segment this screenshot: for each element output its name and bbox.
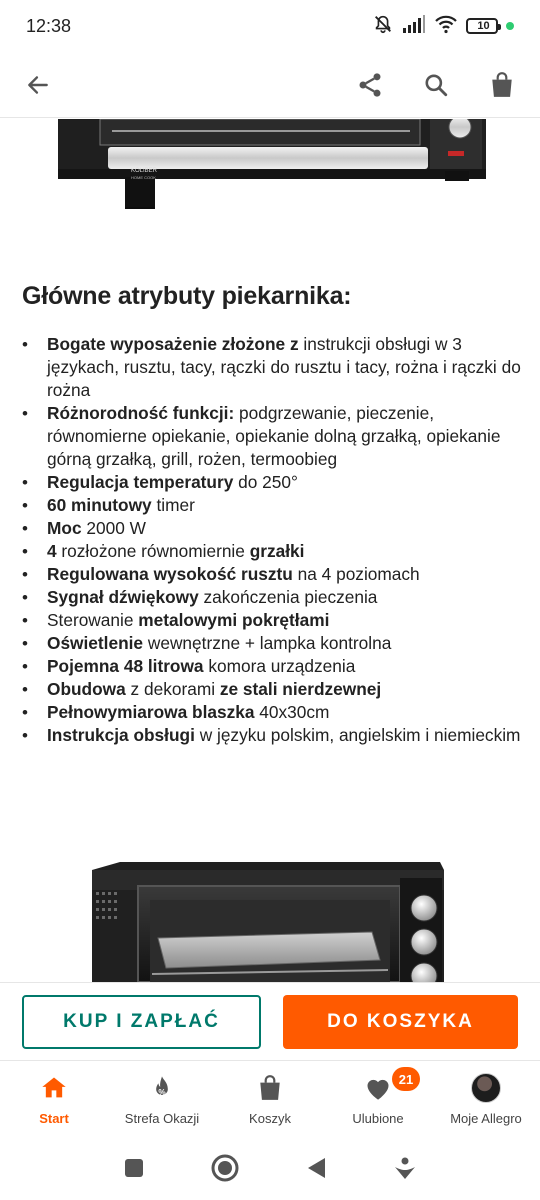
attribute-item xyxy=(22,701,522,724)
brand-label: KOLIBER xyxy=(131,168,158,174)
attribute-text: z dekorami xyxy=(125,679,220,699)
attribute-item xyxy=(22,540,522,563)
back-button[interactable] xyxy=(16,63,60,107)
share-icon xyxy=(356,71,384,99)
attribute-item xyxy=(22,333,522,402)
attribute-highlight: Pojemna 48 litrowa xyxy=(47,656,204,676)
add-to-cart-button[interactable]: DO KOSZYKA xyxy=(283,995,518,1049)
attribute-highlight: Regulowana wysokość rusztu xyxy=(47,564,293,584)
cart-bag-icon xyxy=(257,1074,283,1102)
search-icon xyxy=(423,72,449,98)
app-toolbar xyxy=(0,52,540,118)
system-navigation xyxy=(0,1140,540,1200)
home-icon xyxy=(40,1074,68,1102)
attribute-text: rozłożone równomiernie xyxy=(56,541,250,561)
attribute-item xyxy=(22,471,522,494)
attribute-item xyxy=(22,494,522,517)
recents-icon[interactable] xyxy=(123,1157,145,1184)
attribute-item xyxy=(22,632,522,655)
attribute-highlight: Instrukcja obsługi xyxy=(47,725,195,745)
product-image-bottom xyxy=(0,810,540,982)
battery-percent: 10 xyxy=(477,20,490,32)
attribute-text: 40x30cm xyxy=(254,702,330,722)
attribute-highlight: Moc xyxy=(47,518,82,538)
attribute-text: 2000 W xyxy=(81,518,146,538)
status-time: 12:38 xyxy=(26,15,72,36)
nav-strefa-okazji[interactable] xyxy=(108,1061,216,1140)
attribute-highlight: 60 minutowy xyxy=(47,495,152,515)
brand-sublabel: HOME COOK xyxy=(131,175,156,180)
privacy-indicator xyxy=(506,22,514,30)
attribute-highlight: Oświetlenie xyxy=(47,633,144,653)
nav-moje-allegro[interactable] xyxy=(432,1061,540,1140)
attribute-item xyxy=(22,678,522,701)
attribute-text: timer xyxy=(151,495,195,515)
avatar xyxy=(471,1073,501,1103)
attribute-item xyxy=(22,655,522,678)
cart-button[interactable] xyxy=(480,63,524,107)
attribute-highlight: Sygnał dźwiękowy xyxy=(47,587,199,607)
nav-ulubione[interactable] xyxy=(324,1061,432,1140)
attribute-text: wewnętrzne + lampka kontrolna xyxy=(143,633,392,653)
heart-icon xyxy=(364,1075,392,1101)
nav-label: Ulubione xyxy=(352,1111,404,1126)
deals-icon xyxy=(148,1074,176,1102)
attribute-highlight: Bogate wyposażenie złożone z xyxy=(47,334,299,354)
attribute-item xyxy=(22,586,522,609)
attribute-item xyxy=(22,609,522,632)
signal-icon xyxy=(402,14,426,39)
attribute-highlight: Różnorodność funkcji: xyxy=(47,403,235,423)
bag-icon xyxy=(489,71,515,99)
battery-icon xyxy=(466,18,498,34)
mute-icon xyxy=(372,13,394,40)
attribute-text: instrukcji obsługi w 3 językach, rusztu, tacy, rączki do rusztu i tacy, rożna i rączki do rożna xyxy=(47,334,521,400)
search-button[interactable] xyxy=(414,63,458,107)
attribute-text: do 250° xyxy=(233,472,298,492)
attribute-highlight: 4 xyxy=(47,541,57,561)
nav-label: Strefa Okazji xyxy=(124,1111,200,1126)
bottom-navigation xyxy=(0,1060,540,1140)
nav-label: Start xyxy=(39,1111,69,1126)
attribute-highlight: metalowymi pokrętłami xyxy=(138,610,330,630)
home-circle-icon[interactable] xyxy=(210,1153,240,1188)
share-button[interactable] xyxy=(348,63,392,107)
status-icons xyxy=(372,13,514,40)
attribute-highlight: ze stali nierdzewnej xyxy=(219,679,382,699)
attributes-list xyxy=(22,333,522,747)
attribute-highlight: Regulacja temperatury xyxy=(47,472,234,492)
attribute-item xyxy=(22,517,522,540)
wifi-icon xyxy=(434,14,458,39)
attribute-text: na 4 poziomach xyxy=(292,564,420,584)
attribute-item xyxy=(22,724,522,747)
nav-label: Koszyk xyxy=(249,1111,291,1126)
section-title: Główne atrybuty piekarnika: xyxy=(22,282,352,310)
attribute-text: w języku polskim, angielskim i niemieckim xyxy=(194,725,521,745)
product-description xyxy=(22,282,522,747)
purchase-action-bar xyxy=(0,982,540,1060)
svg-text:%: % xyxy=(158,1088,166,1097)
attribute-text: komora urządzenia xyxy=(203,656,356,676)
nav-start[interactable] xyxy=(0,1061,108,1140)
attribute-highlight: grzałki xyxy=(249,541,305,561)
attribute-text: zakończenia pieczenia xyxy=(198,587,378,607)
attribute-highlight: Obudowa xyxy=(47,679,126,699)
nav-koszyk[interactable] xyxy=(216,1061,324,1140)
attribute-text: Sterowanie xyxy=(47,610,139,630)
nav-label: Moje Allegro xyxy=(450,1111,522,1126)
status-bar xyxy=(0,0,540,52)
attribute-item xyxy=(22,563,522,586)
buy-now-button[interactable]: KUP I ZAPŁAĆ xyxy=(22,995,261,1049)
favorites-badge: 21 xyxy=(392,1067,420,1091)
assistant-icon[interactable] xyxy=(392,1155,418,1186)
product-image-top xyxy=(0,119,540,269)
attribute-highlight: Pełnowymiarowa blaszka xyxy=(47,702,255,722)
back-triangle-icon[interactable] xyxy=(305,1156,327,1185)
attribute-item xyxy=(22,402,522,471)
back-arrow-icon xyxy=(25,72,51,98)
attribute-text: podgrzewanie, pieczenie, równomierne opiekanie, opiekanie dolną grzałką, opiekanie górną grzałką, grill, rożen, termoobieg xyxy=(47,403,501,469)
